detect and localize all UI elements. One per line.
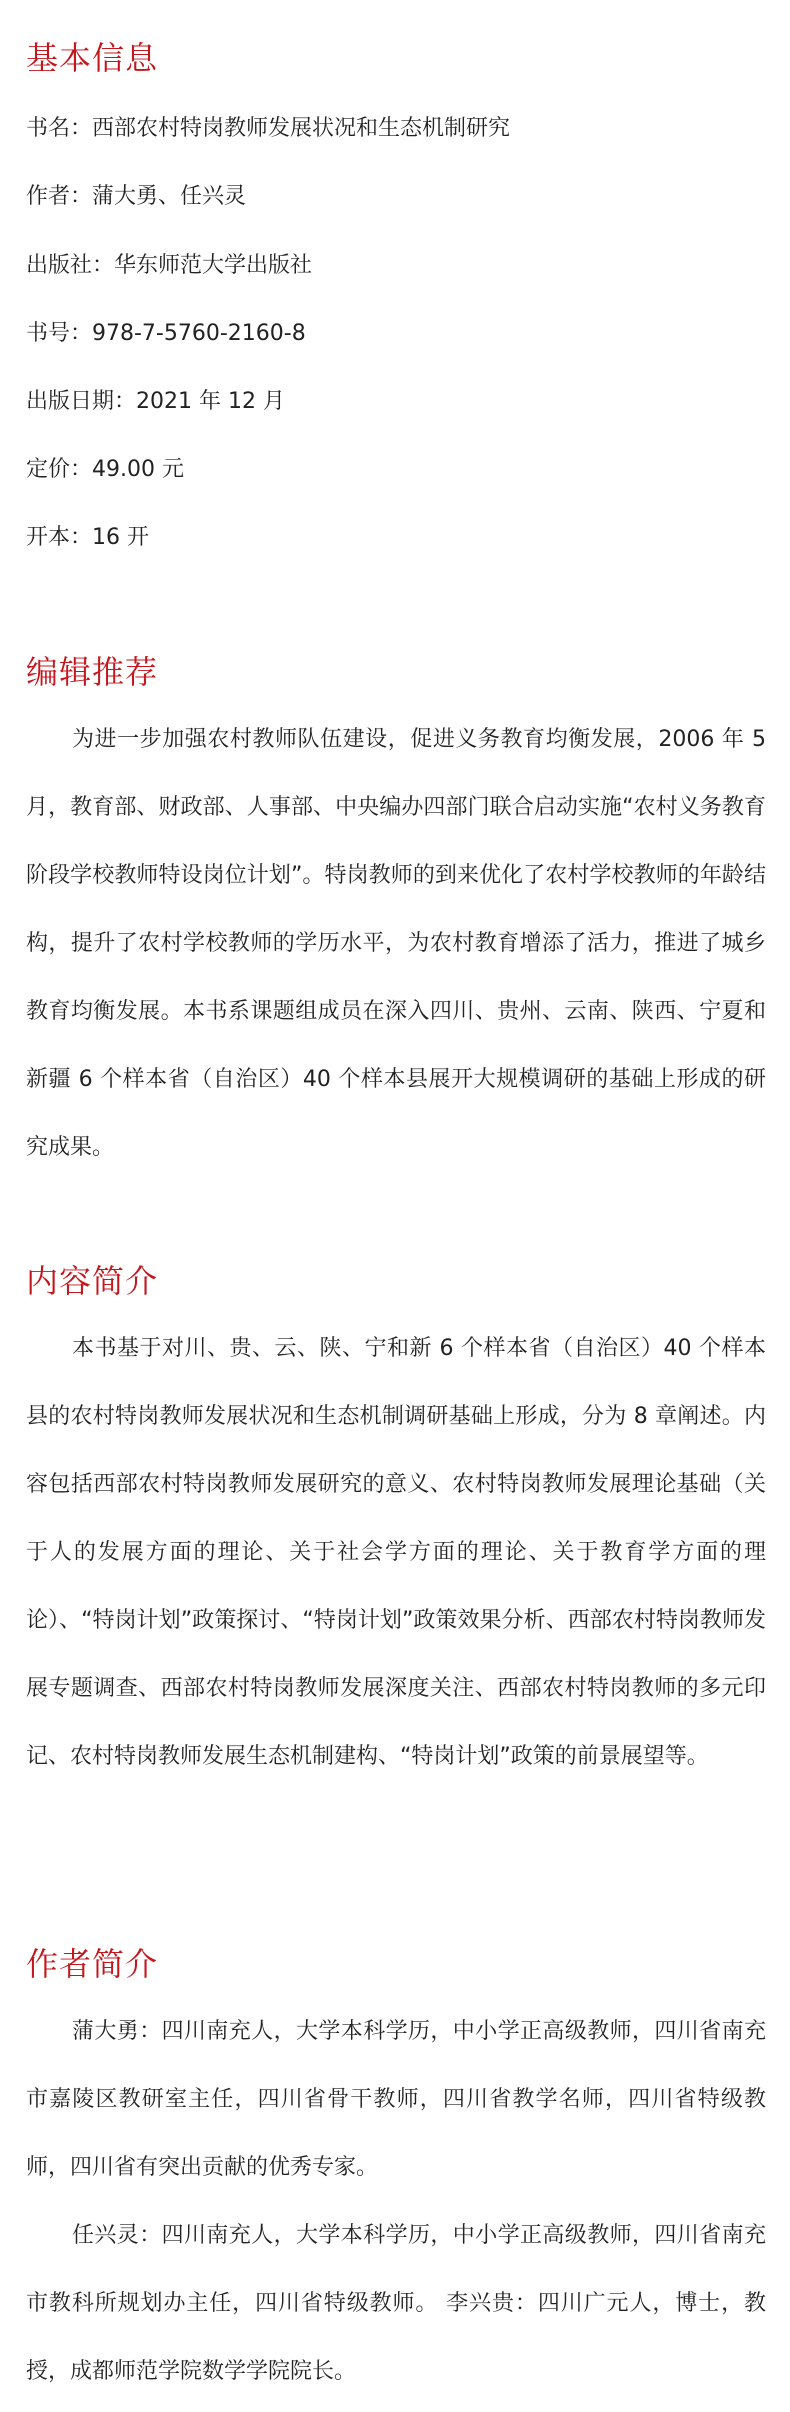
editor-recommendation-text: 为进一步加强农村教师队伍建设，促进义务教育均衡发展，2006 年 5 月，教育部、财政部、人事部、中央编办四部门联合启动实施“农村义务教育阶段学校教师特设岗位计划”。特岗教师的到来优化了农村学校教师的年龄结构，提升了农村学校教师的学历水平，为农村教育增添了活力，推进了城乡教育均衡发展。本书系课题组成员在深入四川、贵州、云南、陕西、宁夏和新疆 6 个样本省（自治区）40 个样本县展开大规模调研的基础上形成的研究成果。 (26, 727, 766, 1160)
content-summary-text: 本书基于对川、贵、云、陕、宁和新 6 个样本省（自治区）40 个样本县的农村特岗教师发展状况和生态机制调研基础上形成，分为 8 章阐述。内容包括西部农村特岗教师发展研究的意义、农村特岗教师发展理论基础（关于人的发展方面的理论、关于社会学方面的理论、关于教育学方面的理论）、“特岗计划”政策探讨、“特岗计划”政策效果分析、西部农村特岗教师发展专题调查、西部农村特岗教师发展深度关注、西部农村特岗教师的多元印记、农村特岗教师发展生态机制建构、“特岗计划”政策的前景展望等。 (26, 1336, 766, 1769)
author-intro-paragraph-2: 任兴灵：四川南充人，大学本科学历，中小学正高级教师，四川省南充市教科所规划办主任，四川省特级教师。 李兴贵：四川广元人，博士，教授，成都师范学院数学学院院长。 (26, 2223, 766, 2384)
info-price: 定价：49.00 元 (26, 457, 184, 482)
info-authors: 作者：蒲大勇、任兴灵 (26, 184, 247, 209)
info-format: 开本：16 开 (26, 525, 149, 550)
author-intro-title: 作者简介 (26, 1945, 159, 1983)
info-publisher: 出版社：华东师范大学出版社 (26, 253, 313, 278)
content-summary-title: 内容简介 (26, 1262, 159, 1300)
author-intro-paragraph-1: 蒲大勇：四川南充人，大学本科学历，中小学正高级教师，四川省南充市嘉陵区教研室主任，四川省骨干教师，四川省教学名师，四川省特级教师，四川省有突出贡献的优秀专家。 (26, 2019, 766, 2180)
editor-recommendation-title: 编辑推荐 (26, 653, 159, 691)
info-isbn: 书号：978-7-5760-2160-8 (26, 321, 306, 346)
info-book-name: 书名：西部农村特岗教师发展状况和生态机制研究 (26, 116, 511, 141)
basic-info-title: 基本信息 (26, 39, 159, 77)
info-publish-date: 出版日期：2021 年 12 月 (26, 389, 285, 414)
